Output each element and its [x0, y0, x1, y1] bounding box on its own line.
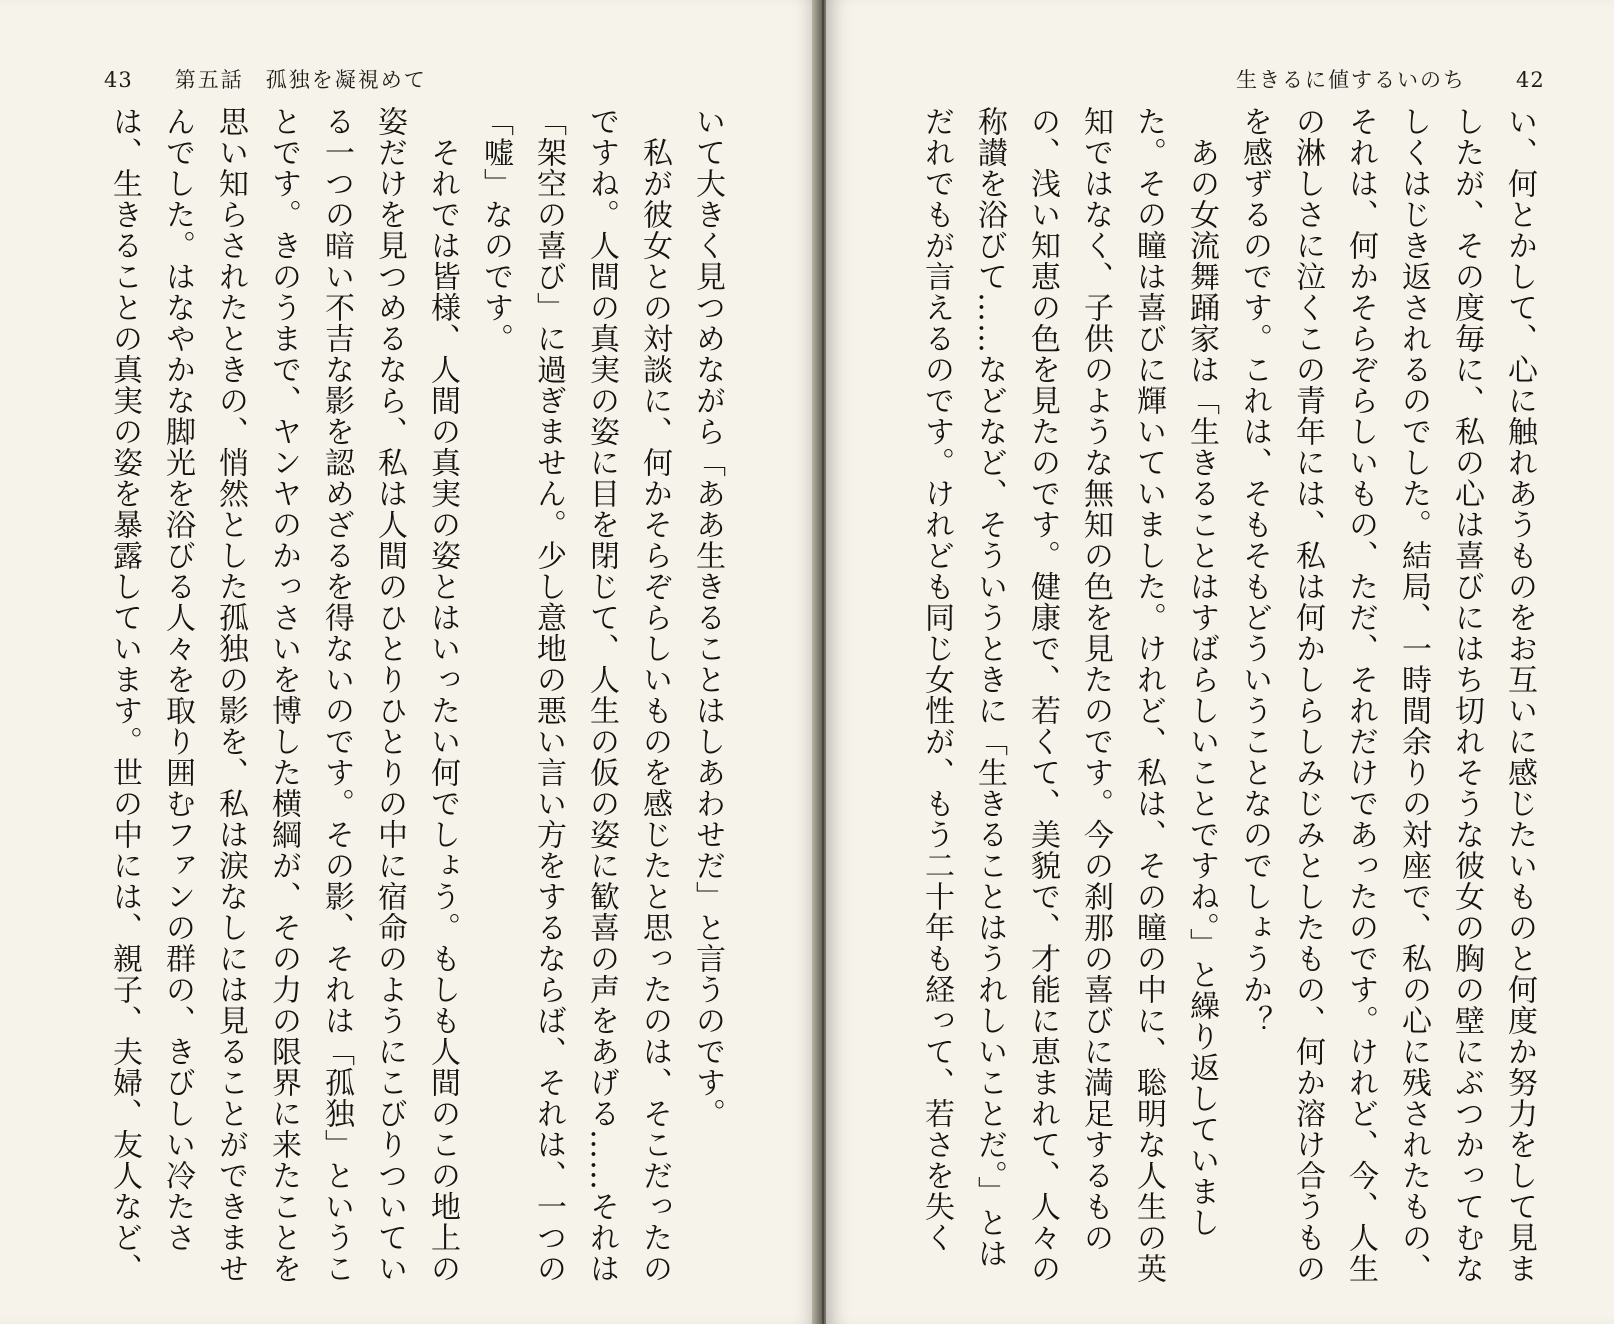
left-paragraph-1: いて大きく見つめながら「ああ生きることはしあわせだ」と言うのです。 [690, 106, 725, 1129]
right-page-number: 42 [1516, 68, 1545, 92]
left-paragraph-2: 私が彼女との対談に、何かそらぞらしいものを感じたと思ったのは、そこだったのですね。人間の真実の姿に目を閉じて、人生の仮の姿に歓喜の声をあげる……それは「架空の喜び」に過ぎません。少し意地の悪い言い方をするならば、それは、一つの「嘘」なのです。 [478, 106, 672, 1284]
left-page-body [94, 106, 734, 1296]
right-page [826, 0, 1614, 1324]
running-title: 生きるに値するいのち [1236, 68, 1466, 92]
right-paragraph-2: あの女流舞踊家は「生きることはすばらしいことですね。」と繰り返していました。その瞳は喜びに輝いていました。けれど、私は、その瞳の中に、聡明な人生の英知ではなく、子供のような無知の色を見たのです。今の刹那の喜びに満足するものの、浅い知恵の色を見たのです。健康で、若くて、美貌で、才能に恵まれて、人々の称讃を浴びて……などなど、そういうときに「生きることはうれしいことだ。」とはだれでもが言えるのです。けれども同じ女性が、もう二十年も経って、若さを失く [919, 106, 1219, 1284]
right-page-body [908, 106, 1546, 1296]
left-page-header [104, 64, 427, 94]
chapter-title: 孤独を凝視めて [265, 68, 427, 92]
left-page-number: 43 [104, 68, 133, 92]
left-paragraph-3: それでは皆様、人間の真実の姿とはいったい何でしょう。もしも人間のこの地上の姿だけを見つめるなら、私は人間のひとりひとりの中に宿命のようにこびりついている一つの暗い不吉な影を認めざるを得ないのです。その影、それは「孤独」ということです。きのうまで、ヤンヤのかっさいを博した横綱が、その力の限界に来たことを思い知らされたときの、悄然とした孤独の影を、私は涙なしには見ることができませんでした。はなやかな脚光を浴びる人々を取り囲むファンの群の、きびしい冷たさは、生きることの真実の姿を暴露しています。世の中には、親子、夫婦、友人など、 [107, 106, 460, 1284]
right-paragraph-1: い、何とかして、心に触れあうものをお互いに感じたいものと何度か努力をして見ましたが、その度毎に、私の心は喜びにはち切れそうな彼女の胸の壁にぶつかってむなしくはじき返されるのでした。結局、一時間余りの対座で、私の心に残されたもの、それは、何かそらぞらしいもの、ただ、それだけであったのです。けれど、今、人生の淋しさに泣くこの青年には、私は何かしらしみじみとしたもの、何か溶け合うものを感ずるのです。これは、そもそもどういうことなのでしょうか？ [1237, 106, 1537, 1284]
chapter-label: 第五話 [174, 68, 244, 92]
right-page-header [1236, 64, 1545, 94]
